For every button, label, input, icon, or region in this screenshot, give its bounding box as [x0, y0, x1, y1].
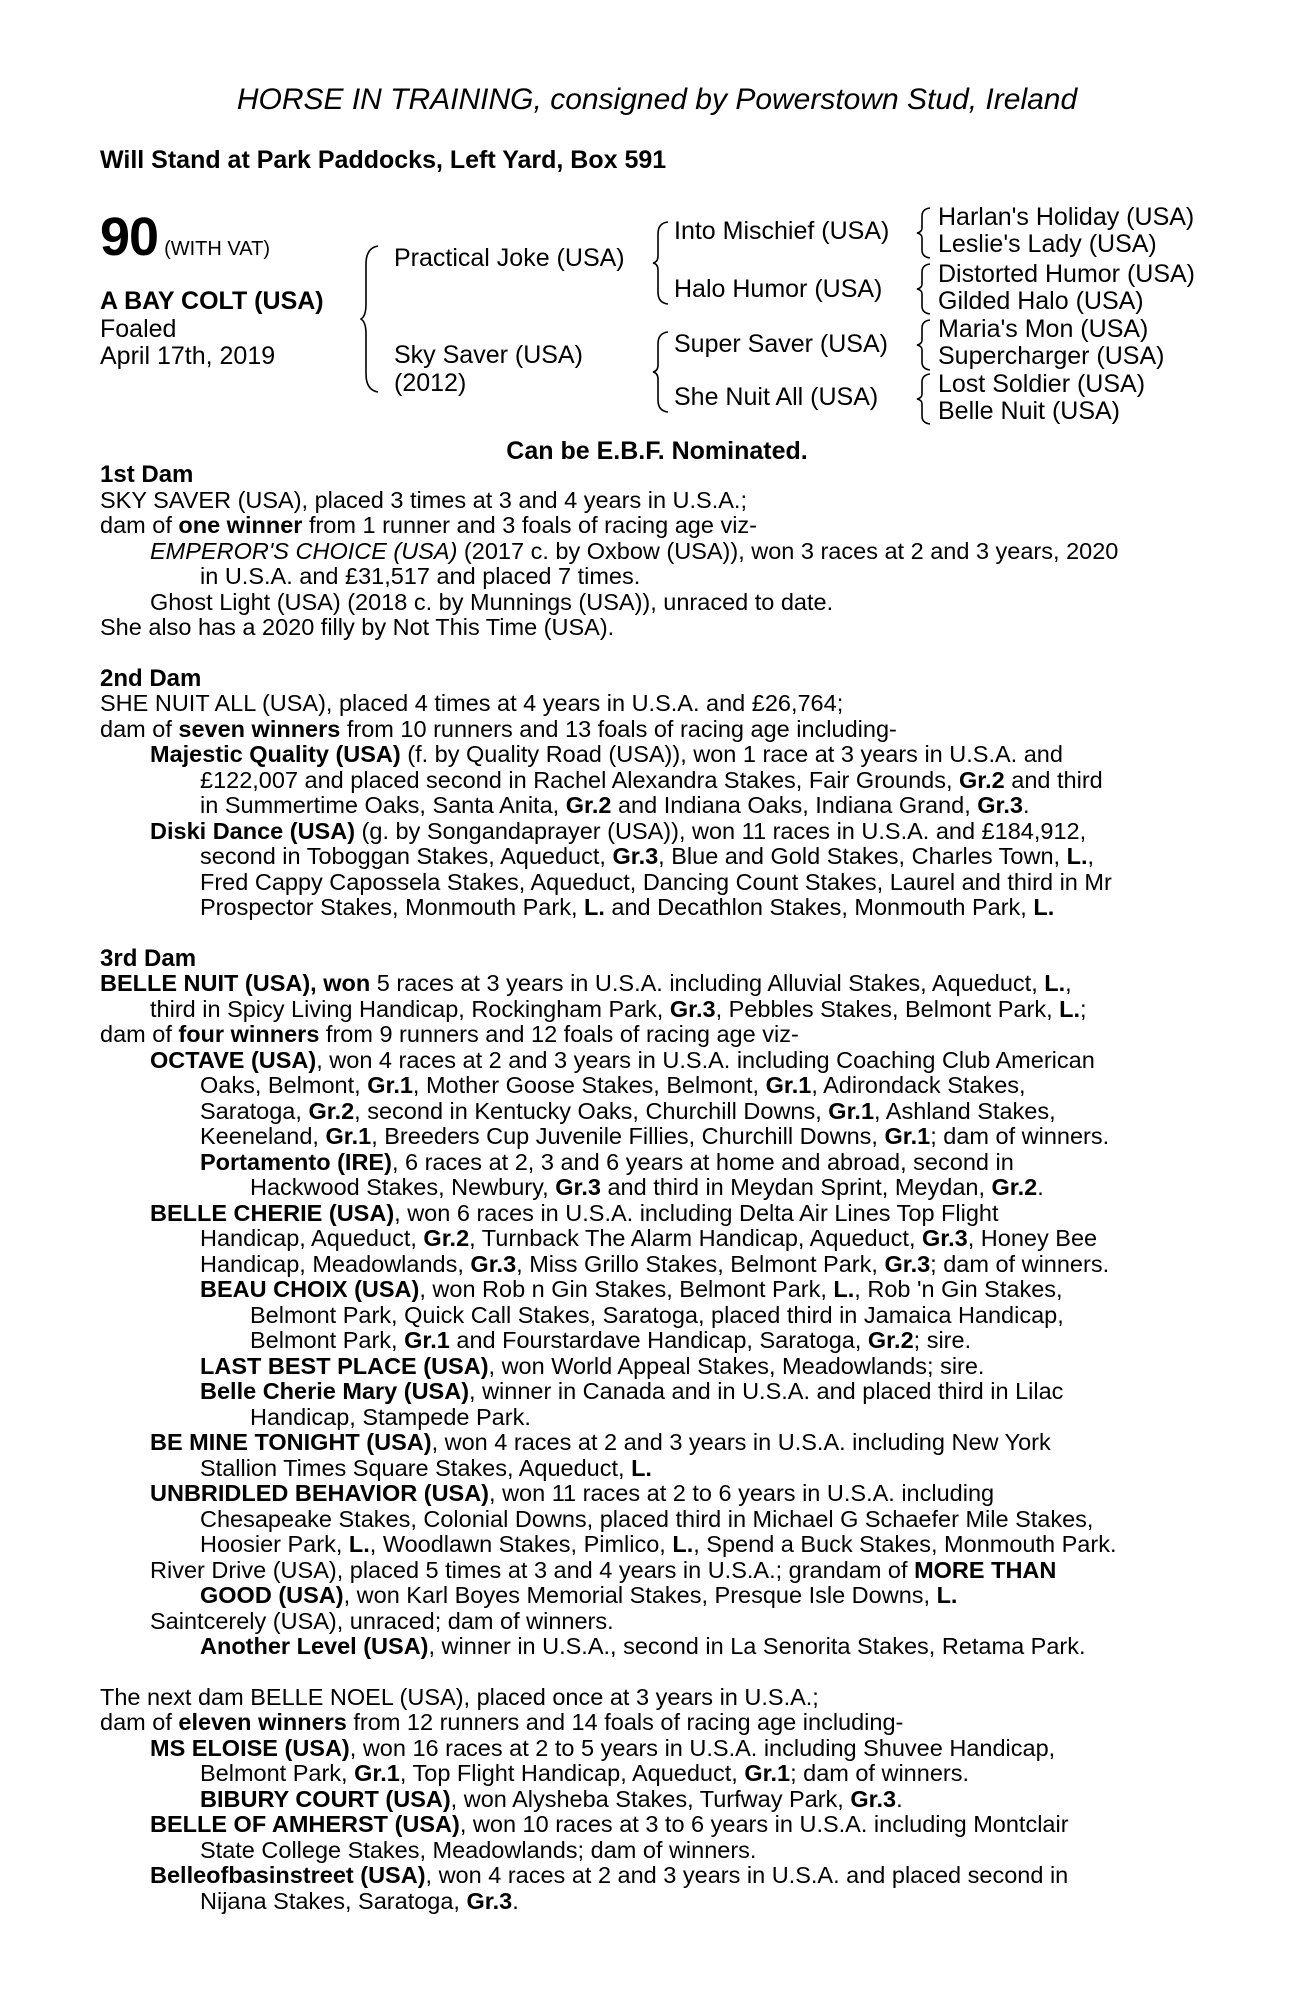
foaled-label: Foaled: [100, 315, 177, 343]
dam3-line: third in Spicy Living Handicap, Rockingham Park, Gr.3, Pebbles Stakes, Belmont Park, L.;: [150, 995, 1087, 1022]
pedigree-sd-sire: Distorted Humor (USA): [938, 260, 1195, 288]
dam3-line: Belle Cherie Mary (USA), winner in Canada and in U.S.A. and placed third in Lilac: [200, 1378, 1064, 1404]
pedigree-dd-dam: Belle Nuit (USA): [938, 397, 1120, 425]
next-dam-line: dam of eleven winners from 12 runners and 14 foals of racing age including-: [100, 1709, 904, 1735]
pedigree-sire: Practical Joke (USA): [394, 244, 625, 272]
dam3-line: River Drive (USA), placed 5 times at 3 and 4 years in U.S.A.; grandam of MORE THAN: [150, 1556, 1057, 1583]
dam3-line: BEAU CHOIX (USA), won Rob n Gin Stakes, Belmont Park, L., Rob 'n Gin Stakes,: [200, 1276, 1063, 1302]
pedigree-brace-dd: [916, 372, 934, 426]
pedigree-sd-dam: Gilded Halo (USA): [938, 287, 1144, 315]
dam3-line: Handicap, Meadowlands, Gr.3, Miss Grillo Stakes, Belmont Park, Gr.3; dam of winners.: [200, 1250, 1110, 1277]
dam2-line: Prospector Stakes, Monmouth Park, L. and Decathlon Stakes, Monmouth Park, L.: [200, 894, 1055, 920]
pedigree-brace-ds: [916, 318, 934, 372]
dam2-line: in Summertime Oaks, Santa Anita, Gr.2 and Indiana Oaks, Indiana Grand, Gr.3.: [200, 792, 1030, 818]
dam2-line: Majestic Quality (USA) (f. by Quality Road (USA)), won 1 race at 3 years in U.S.A. and: [150, 741, 1063, 767]
pedigree-dam-year: (2012): [394, 369, 467, 397]
dam3-line: Handicap, Stampede Park.: [250, 1403, 531, 1430]
dam3-line: UNBRIDLED BEHAVIOR (USA), won 11 races at 2 to 6 years in U.S.A. including: [150, 1480, 995, 1506]
dam3-line: BE MINE TONIGHT (USA), won 4 races at 2 and 3 years in U.S.A. including New York: [150, 1429, 1051, 1455]
lot-number: 90: [100, 207, 159, 267]
page-header: HORSE IN TRAINING, consigned by Powerstown Stud, Ireland: [236, 83, 1078, 116]
dam1-line: Ghost Light (USA) (2018 c. by Munnings (USA)), unraced to date.: [150, 588, 834, 615]
dam1-line: SKY SAVER (USA), placed 3 times at 3 and 4 years in U.S.A.;: [100, 486, 747, 513]
dam2-line: Diski Dance (USA) (g. by Songandaprayer (USA)), won 11 races in U.S.A. and £184,912,: [150, 817, 1087, 844]
dam3-line: BELLE CHERIE (USA), won 6 races in U.S.A. including Delta Air Lines Top Flight: [150, 1199, 999, 1226]
dam1-title: 1st Dam: [100, 461, 194, 488]
dam2-line: SHE NUIT ALL (USA), placed 4 times at 4 years in U.S.A. and £26,764;: [100, 690, 844, 716]
next-dam-line: BIBURY COURT (USA), won Alysheba Stakes, Turfway Park, Gr.3.: [200, 1785, 903, 1812]
pedigree-dam-dam: She Nuit All (USA): [674, 383, 879, 411]
foaled-date: April 17th, 2019: [100, 342, 276, 370]
pedigree-ds-dam: Supercharger (USA): [938, 342, 1165, 370]
ebf-note: Can be E.B.F. Nominated.: [506, 437, 808, 465]
dam3-line: Portamento (IRE), 6 races at 2, 3 and 6 years at home and abroad, second in: [200, 1148, 1014, 1175]
next-dam-line: BELLE OF AMHERST (USA), won 10 races at 3 to 6 years in U.S.A. including Montclair: [150, 1811, 1069, 1837]
pedigree-brace-main: [360, 244, 384, 394]
dam3-line: Oaks, Belmont, Gr.1, Mother Goose Stakes, Belmont, Gr.1, Adirondack Stakes,: [200, 1072, 1026, 1098]
stand-location: Will Stand at Park Paddocks, Left Yard, Box 591: [100, 146, 667, 174]
dam3-line: Belmont Park, Gr.1 and Fourstardave Handicap, Saratoga, Gr.2; sire.: [250, 1327, 972, 1353]
dam3-title: 3rd Dam: [100, 944, 197, 972]
dam3-line: Belmont Park, Quick Call Stakes, Saratoga, placed third in Jamaica Handicap,: [250, 1301, 1064, 1328]
lot-number-block: [100, 206, 270, 268]
pedigree-dd-sire: Lost Soldier (USA): [938, 370, 1146, 398]
next-dam-line: Nijana Stakes, Saratoga, Gr.3.: [200, 1887, 519, 1914]
dam1-line: EMPEROR'S CHOICE (USA) (2017 c. by Oxbow (USA)), won 3 races at 2 and 3 years, 2020: [150, 537, 1119, 564]
dam3-line: Saratoga, Gr.2, second in Kentucky Oaks, Churchill Downs, Gr.1, Ashland Stakes,: [200, 1097, 1056, 1124]
pedigree-ss-dam: Leslie's Lady (USA): [938, 230, 1157, 258]
dam3-line: GOOD (USA), won Karl Boyes Memorial Stakes, Presque Isle Downs, L.: [200, 1582, 958, 1608]
dam-details: [100, 462, 1210, 1914]
pedigree-sire-sire: Into Mischief (USA): [674, 217, 890, 245]
dam3-line: dam of four winners from 9 runners and 12 foals of racing age viz-: [100, 1021, 799, 1047]
pedigree-sire-dam: Halo Humor (USA): [674, 275, 883, 303]
vat-note: (WITH VAT): [164, 238, 270, 260]
dam3-line: OCTAVE (USA), won 4 races at 2 and 3 years in U.S.A. including Coaching Club American: [150, 1046, 1095, 1073]
dam3-line: Keeneland, Gr.1, Breeders Cup Juvenile Fillies, Churchill Downs, Gr.1; dam of winners.: [200, 1123, 1110, 1149]
next-dam-line: Belleofbasinstreet (USA), won 4 races at 2 and 3 years in U.S.A. and placed second in: [150, 1862, 1069, 1888]
next-dam-line: MS ELOISE (USA), won 16 races at 2 to 5 years in U.S.A. including Shuvee Handicap,: [150, 1734, 1056, 1761]
dam1-line: in U.S.A. and £31,517 and placed 7 times.: [200, 563, 641, 589]
next-dam-line: Belmont Park, Gr.1, Top Flight Handicap, Aqueduct, Gr.1; dam of winners.: [200, 1760, 969, 1786]
dam2-title: 2nd Dam: [100, 664, 202, 692]
horse-title: A BAY COLT (USA): [100, 287, 324, 315]
next-dam-line: The next dam BELLE NOEL (USA), placed once at 3 years in U.S.A.;: [100, 1683, 819, 1710]
next-dam-line: State College Stakes, Meadowlands; dam of winners.: [200, 1836, 757, 1863]
dam3-line: Another Level (USA), winner in U.S.A., second in La Senorita Stakes, Retama Park.: [200, 1633, 1086, 1659]
pedigree-dam: Sky Saver (USA): [394, 341, 583, 369]
dam3-line: Hoosier Park, L., Woodlawn Stakes, Pimlico, L., Spend a Buck Stakes, Monmouth Park.: [200, 1531, 1117, 1557]
dam2-line: Fred Cappy Capossela Stakes, Aqueduct, Dancing Count Stakes, Laurel and third in Mr: [200, 868, 1112, 895]
dam1-line: She also has a 2020 filly by Not This Time (USA).: [100, 614, 615, 640]
emperors-choice: EMPEROR'S CHOICE (USA): [150, 537, 458, 564]
dam3-line: LAST BEST PLACE (USA), won World Appeal Stakes, Meadowlands; sire.: [200, 1352, 985, 1379]
foaled-info: [100, 316, 275, 370]
pedigree-dam-sire: Super Saver (USA): [674, 330, 888, 358]
dam3-line: BELLE NUIT (USA), won 5 races at 3 years in U.S.A. including Alluvial Stakes, Aqueduct, L.,: [100, 970, 1072, 996]
pedigree-brace-sire: [652, 220, 672, 306]
pedigree-brace-sd: [916, 262, 934, 316]
pedigree-ds-sire: Maria's Mon (USA): [938, 315, 1149, 343]
dam3-line: Hackwood Stakes, Newbury, Gr.3 and third in Meydan Sprint, Meydan, Gr.2.: [250, 1174, 1044, 1200]
dam2-line: second in Toboggan Stakes, Aqueduct, Gr.3, Blue and Gold Stakes, Charles Town, L.,: [200, 843, 1095, 869]
dam1-line: dam of one winner from 1 runner and 3 foals of racing age viz-: [100, 512, 757, 538]
pedigree-brace-ss: [916, 206, 934, 260]
dam3-line: Stallion Times Square Stakes, Aqueduct, L.: [200, 1454, 652, 1481]
dam3-line: Handicap, Aqueduct, Gr.2, Turnback The Alarm Handicap, Aqueduct, Gr.3, Honey Bee: [200, 1225, 1098, 1251]
dam3-line: Saintcerely (USA), unraced; dam of winners.: [150, 1607, 614, 1634]
pedigree-brace-dam: [652, 330, 672, 414]
pedigree-ss-sire: Harlan's Holiday (USA): [938, 203, 1195, 231]
dam2-line: £122,007 and placed second in Rachel Alexandra Stakes, Fair Grounds, Gr.2 and third: [200, 766, 1103, 793]
dam2-line: dam of seven winners from 10 runners and 13 foals of racing age including-: [100, 715, 897, 742]
dam3-line: Chesapeake Stakes, Colonial Downs, placed third in Michael G Schaefer Mile Stakes,: [200, 1505, 1094, 1532]
